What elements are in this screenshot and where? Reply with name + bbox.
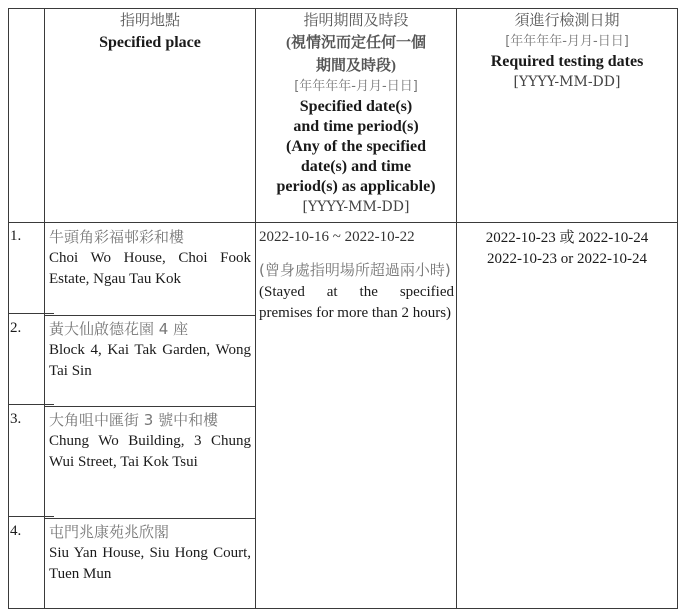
header-testing-format-zh: [年年年年-月月-日日] [505,34,629,49]
period-dates: 2022-10-16 ~ 2022-10-22 [259,229,415,245]
place-cell [49,227,251,290]
place-cell [49,319,251,382]
row-number: 4. [10,523,22,539]
header-place [45,10,255,53]
table-border-right [677,8,678,609]
place-name-en: Choi Wo House, Choi Fook Estate, Ngau Tau Kok [49,250,251,287]
header-divider [8,222,678,223]
place-name-zh: 大角咀中匯街 3 號中和樓 [49,411,219,429]
period-note-zh: (曾身處指明場所超過兩小時) [259,261,451,279]
row-divider [8,313,54,314]
header-period-zh-2: (視情況而定任何一個 [286,35,426,51]
header-place-zh: 指明地點 [119,11,180,29]
header-period-format-en: [YYYY-MM-DD] [302,199,410,215]
place-name-en: Siu Yan House, Siu Hong Court, Tuen Mun [49,545,251,582]
row-divider [44,518,255,519]
header-period-format-zh: [年年年年-月月-日日] [294,79,418,94]
testing-cell [457,228,677,270]
col-divider [456,8,457,609]
header-period [256,10,456,217]
testing-dates-en: 2022-10-23 or 2022-10-24 [487,251,647,267]
period-note-en: (Stayed at the specified premises for more than 2 hours) [259,284,454,321]
period-cell [259,227,454,324]
row-number: 3. [10,411,22,427]
place-name-en: Block 4, Kai Tak Garden, Wong Tai Sin [49,342,251,379]
row-divider [44,315,255,316]
table-border-left [8,8,9,609]
place-name-zh: 黃大仙啟德花園 4 座 [49,320,189,338]
row-divider [8,516,54,517]
place-name-zh: 牛頭角彩福邨彩和樓 [49,228,185,246]
header-place-en: Specified place [99,34,201,51]
header-testing [457,10,677,92]
row-number: 1. [10,228,22,244]
header-period-en-2: and time period(s) [293,118,419,135]
table-border-top [8,8,678,9]
table-border-bottom [8,608,678,609]
header-testing-format-en: [YYYY-MM-DD] [513,74,621,90]
row-number: 2. [10,320,22,336]
header-period-en-5: period(s) as applicable) [276,178,436,195]
header-testing-zh: 須進行檢測日期 [514,11,620,29]
place-name-zh: 屯門兆康苑兆欣閣 [49,523,170,541]
col-divider [44,8,45,609]
header-period-en-3: (Any of the specified [286,138,426,155]
header-period-zh-1: 指明期間及時段 [303,11,409,29]
header-testing-en: Required testing dates [490,53,644,70]
place-cell [49,410,251,473]
header-period-en-1: Specified date(s) [299,98,413,115]
header-period-zh-3: 期間及時段) [316,58,396,74]
place-name-en: Chung Wo Building, 3 Chung Wui Street, Tai Kok Tsui [49,433,251,470]
row-divider [8,404,54,405]
row-divider [44,406,255,407]
place-cell [49,522,251,585]
testing-dates-zh: 2022-10-23 或 2022-10-24 [485,230,649,246]
header-period-en-4: date(s) and time [300,158,412,175]
